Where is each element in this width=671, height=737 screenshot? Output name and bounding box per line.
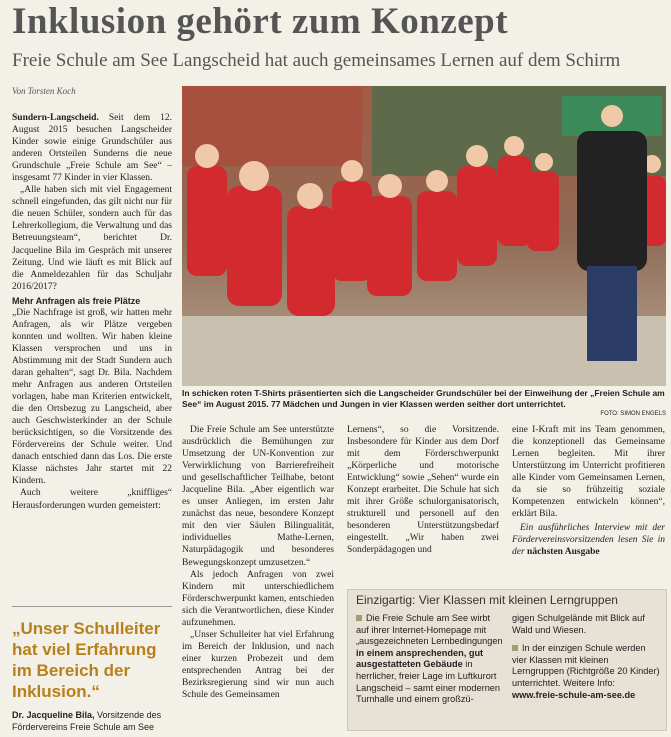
website-url: www.freie-schule-am-see.de [512, 689, 636, 700]
info-box-right: gigen Schulgelände mit Blick auf Wald und Wiesen. In der einzigen Schule werden vier Klassen mit kleinen Lerngruppen (Richtgröße 20 Kinder) unterrichtet. Weitere Info: www.freie-schule-am-see.de [512, 613, 660, 700]
next-issue-note: Ein ausführliches Interview mit der Fördervereinsvorsitzenden lesen Sie in der nächsten Ausgabe [512, 523, 665, 558]
pull-quote-source: Dr. Jacqueline Bila, Vorsitzende des Fördervereins Freie Schule am See [12, 710, 162, 732]
photo-caption: In schicken roten T-Shirts präsentierten sich die Langscheider Grundschüler bei der Einweihung der „Freien Schule am See“ im August 2015. 77 Mädchen und Jungen in vier Klassen werden seither dort unterrichtet. FOTO: SIMON ENGELS [182, 388, 666, 420]
paragraph: Auch weitere „kniffliges“ Herausforderungen wurden gemeistert: [12, 488, 172, 511]
subheading: Mehr Anfragen als freie Plätze [12, 295, 141, 306]
paragraph: Die Freie Schule am See unterstützte ausdrücklich die Bemühungen zur Umsetzung der UN-Konvention zur Verwirklichung von Barrierefreiheit und gesellschaftlicher Teilhabe, betont Jacqueline Bila. „Aber eigentlich war es unser Anliegen, im ersten Jahr zunächst das neue, besondere Konzept mit den vier Säulen Bilingualität, individuelles Mathe-Lernen, Naturpädagogik und besonderes Bewegungskonzept umzusetzen.“ [182, 425, 334, 568]
subheadline: Freie Schule am See Langscheid hat auch gemeinsames Lernen auf dem Schirm [12, 50, 621, 71]
column-2 [182, 424, 334, 701]
paragraph: Seit dem 12. August 2015 besuchen Langscheider Kinder sowie einige Grundschüler aus anderen Ortsteilen Sunderns die neue Grundschule „Freie Schule am See“ – insgesamt 77 Kinder in vier Klassen. [12, 113, 172, 184]
paragraph: „Unser Schulleiter hat viel Erfahrung im Bereich der Inklusion, und nach einer kurzen Probezeit und dem entsprechenden Antrag bei der Bezirksregierung sind wir nun auch Schule des Gemeinsamen [182, 629, 334, 701]
dateline: Sundern-Langscheid. [12, 113, 99, 123]
pull-quote: „Unser Schulleiter hat viel Erfahrung im Bereich der Inklusion.“ [12, 619, 161, 701]
byline: Von Torsten Koch [12, 86, 76, 96]
paragraph: Als jedoch Anfragen von zwei Kindern mit unterschiedlichem Förderschwerpunkt kamen, entschieden sich die Verantwortlichen, diese Kinder aufzunehmen. [182, 569, 334, 628]
paragraph: eine I-Kraft mit ins Team genommen, die konzeptionell das Gemeinsame Lernen begleiten. Mit ihrer Unterstützung im Unterricht profitieren alle Kinder vom Gemeinsamen Lernen, da sie so frühzeitig soziale Kompetenzen entwickeln können“, erklärt Bila. [512, 425, 665, 520]
photo-credit: FOTO: SIMON ENGELS [600, 411, 666, 417]
divider [12, 606, 172, 607]
column-3 [347, 424, 499, 557]
paragraph: Lernens“, so die Vorsitzende. Insbesondere für Kinder aus dem Dorf mit dem Förderschwerpunkt „Körperliche und motorische Entwicklung“ sowie „Sehen“ wurde ein Konzept erarbeitet. Die Schule hat sich mit ihrer Größe schulorganisatorisch, strukturell und personell auf den besonderen Unterstützungsbedarf eingestellt. „Wir haben zwei Sonderpädagogen und [347, 425, 499, 556]
paragraph: „Die Nachfrage ist groß, wir hatten mehr Anfragen, als wir Plätze vergeben konnten und wollten. Wir haben kleine Klassen versprochen und uns in Abstimmung mit der Stadt Sundern auch daran gehalten“, sagt Dr. Bila. Nachdem mehr Anfragen aus anderen Ortsteilen vorlagen, habe man Kriterien entwickelt, die den Ortsbezug zu Langscheid, aber auch Geschwisterkinder an der Schule berücksichtigen, so die Vorsitzende des Fördervereins der Schule weiter. Und danach entschied dann das Los. Die erste Klasse nächstes Jahr startet mit 22 Kindern. [12, 307, 172, 487]
bullet-icon [356, 615, 362, 621]
info-box-left: Die Freie Schule am See wirbt auf ihrer Internet-Homepage mit „ausgezeichneten Lernbedingungen in einem ansprechenden, gut ausgestatteten Gebäude in herrlicher, freier Lage im Luftkurort Langscheid – samt einer modernen Turnhalle und einem großzü- [356, 613, 503, 705]
column-4 [512, 424, 665, 559]
headline: Inklusion gehört zum Konzept [12, 1, 509, 42]
paragraph: „Alle haben sich mit viel Engagement schnell eingefunden, das gilt nicht nur für die neuen Schüler, sondern auch für das Lehrerkollegium, die Verwaltung und das Betreuungsteam“, berichtet Dr. Jacqueline Bila im Gespräch mit unserer Zeitung. Und wie läuft es mit Blick auf die Anmeldezahlen für das Schuljahr 2016/2017? [12, 185, 172, 292]
info-box-title: Einzigartig: Vier Klassen mit kleinen Lerngruppen [356, 593, 618, 607]
photo-schoolchildren [182, 86, 666, 386]
column-1 [12, 112, 172, 512]
bullet-icon [512, 645, 518, 651]
